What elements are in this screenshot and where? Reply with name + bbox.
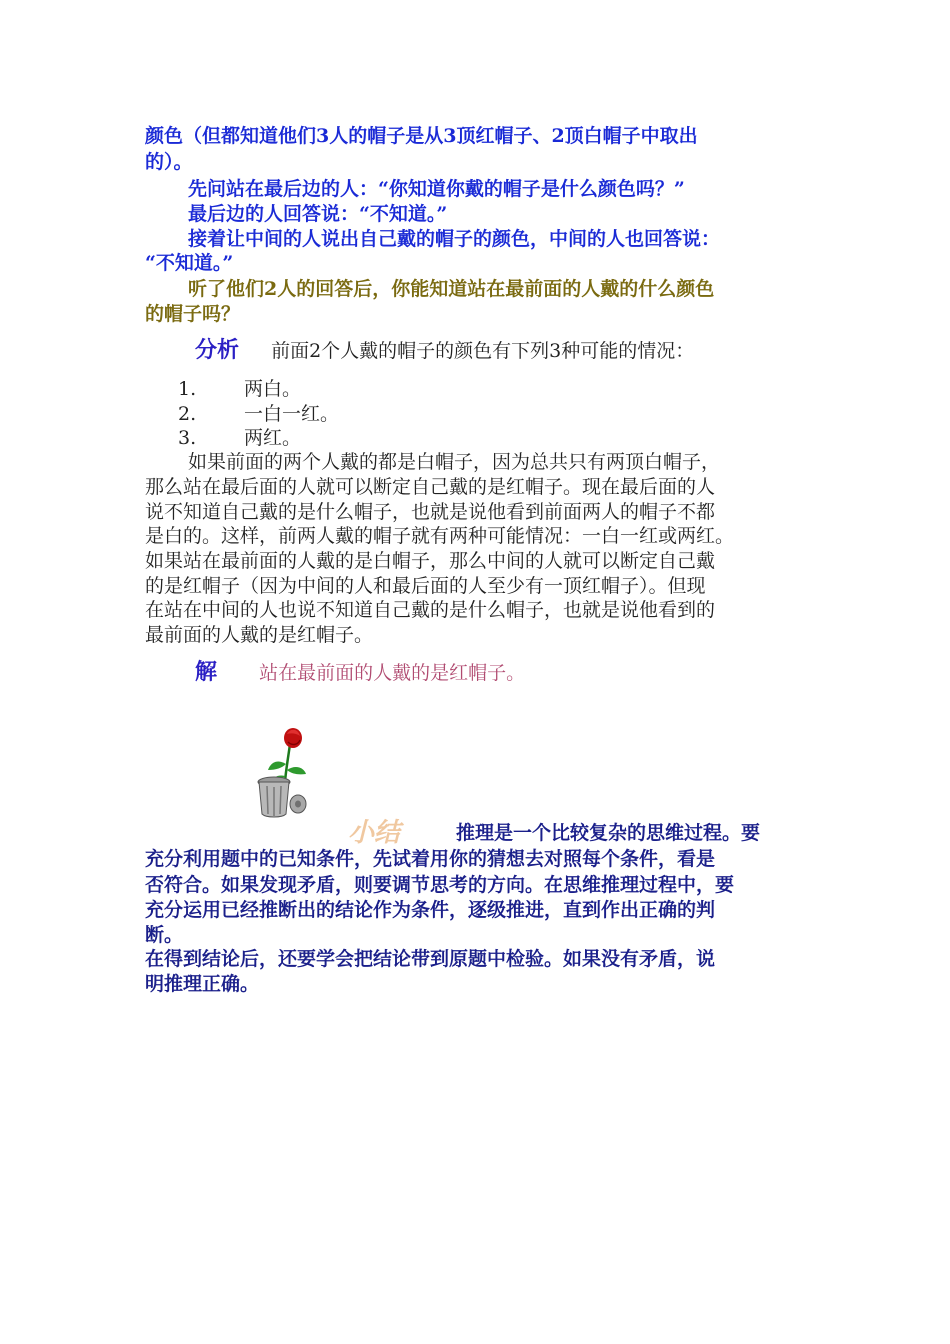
analysis-heading: 分析 bbox=[195, 338, 240, 363]
problem-line-1: 颜色（但都知道他们3人的帽子是从3顶红帽子、2顶白帽子中取出 bbox=[145, 125, 698, 147]
analysis-body-line: 在站在中间的人也说不知道自己戴的是什么帽子，也就是说他看到的 bbox=[145, 599, 716, 621]
question-line-1: 听了他们2人的回答后，你能知道站在最前面的人戴的什么颜色 bbox=[188, 278, 715, 300]
problem-line-4: 最后边的人回答说：“不知道。” bbox=[188, 203, 448, 225]
list-item bbox=[178, 425, 301, 451]
summary-heading: 小结 bbox=[348, 818, 401, 848]
summary-line: 断。 bbox=[145, 924, 184, 946]
list-item-number: 2. bbox=[178, 403, 197, 425]
summary-line: 否符合。如果发现矛盾，则要调节思考的方向。在思维推理过程中，要 bbox=[145, 874, 735, 896]
summary-line: 充分运用已经推断出的结论作为条件，逐级推进，直到作出正确的判 bbox=[145, 899, 716, 921]
analysis-intro: 前面2个人戴的帽子的颜色有下列3种可能的情况： bbox=[271, 340, 695, 362]
solution-heading: 解 bbox=[195, 660, 218, 685]
list-item-text: 一白一红。 bbox=[244, 403, 340, 425]
analysis-body-line: 说不知道自己戴的是什么帽子，也就是说他看到前面两人的帽子不都 bbox=[145, 501, 716, 523]
problem-line-3: 先问站在最后边的人：“你知道你戴的帽子是什么颜色吗？” bbox=[188, 178, 685, 200]
solution-text: 站在最前面的人戴的是红帽子。 bbox=[259, 662, 526, 684]
analysis-body-line: 最前面的人戴的是红帽子。 bbox=[145, 624, 374, 646]
problem-line-6: “不知道。” bbox=[145, 252, 234, 274]
analysis-heading-row bbox=[195, 338, 694, 364]
list-item-text: 两红。 bbox=[244, 427, 302, 449]
analysis-body-line: 那么站在最后面的人就可以断定自己戴的是红帽子。现在最后面的人 bbox=[145, 476, 716, 498]
list-item-number: 3. bbox=[178, 427, 197, 449]
list-item bbox=[178, 376, 301, 402]
list-item-text: 两白。 bbox=[244, 378, 302, 400]
problem-line-2: 的）。 bbox=[145, 151, 193, 173]
problem-line-5: 接着让中间的人说出自己戴的帽子的颜色，中间的人也回答说： bbox=[188, 228, 721, 250]
summary-line: 推理是一个比较复杂的思维过程。要 bbox=[456, 822, 761, 844]
analysis-body-line: 的是红帽子（因为中间的人和最后面的人至少有一顶红帽子）。但现 bbox=[145, 575, 706, 597]
list-item bbox=[178, 401, 339, 427]
analysis-body-line: 如果站在最前面的人戴的是白帽子，那么中间的人就可以断定自己戴 bbox=[145, 550, 716, 572]
list-item-number: 1. bbox=[178, 378, 197, 400]
summary-line: 在得到结论后，还要学会把结论带到原题中检验。如果没有矛盾，说 bbox=[145, 948, 716, 970]
summary-line: 充分利用题中的已知条件，先试着用你的猜想去对照每个条件，看是 bbox=[145, 848, 716, 870]
question-line-2: 的帽子吗？ bbox=[145, 303, 241, 325]
analysis-body-line: 如果前面的两个人戴的都是白帽子，因为总共只有两顶白帽子， bbox=[188, 451, 721, 473]
analysis-body-line: 是白的。这样，前两人戴的帽子就有两种可能情况：一白一红或两红。 bbox=[145, 525, 735, 547]
summary-line: 明推理正确。 bbox=[145, 973, 260, 995]
rose-trash-can-icon bbox=[252, 724, 316, 820]
solution-row bbox=[195, 660, 525, 686]
